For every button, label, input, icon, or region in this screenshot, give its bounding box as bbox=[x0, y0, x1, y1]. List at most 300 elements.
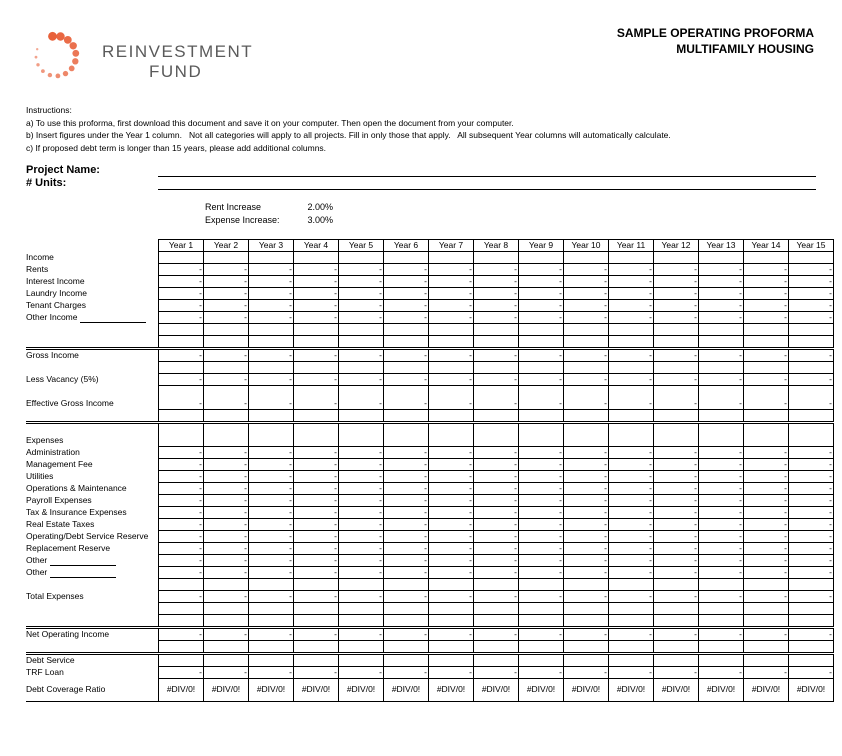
value-cell[interactable]: - bbox=[699, 264, 744, 276]
value-cell[interactable]: - bbox=[609, 518, 654, 530]
value-cell[interactable]: - bbox=[294, 666, 339, 678]
value-cell[interactable]: - bbox=[159, 627, 204, 640]
fill-in-blank[interactable] bbox=[50, 569, 116, 578]
value-cell[interactable]: - bbox=[654, 312, 699, 324]
value-cell[interactable]: - bbox=[159, 300, 204, 312]
value-cell[interactable]: - bbox=[609, 530, 654, 542]
value-cell[interactable]: - bbox=[789, 264, 834, 276]
value-cell[interactable]: - bbox=[744, 349, 789, 362]
value-cell[interactable]: - bbox=[519, 518, 564, 530]
value-cell[interactable]: - bbox=[609, 590, 654, 602]
fill-in-blank[interactable] bbox=[80, 314, 146, 323]
value-cell[interactable]: - bbox=[519, 264, 564, 276]
value-cell[interactable]: - bbox=[564, 566, 609, 578]
value-cell[interactable]: - bbox=[384, 627, 429, 640]
value-cell[interactable]: - bbox=[699, 590, 744, 602]
value-cell[interactable]: - bbox=[204, 482, 249, 494]
value-cell[interactable]: - bbox=[654, 590, 699, 602]
value-cell[interactable]: - bbox=[519, 470, 564, 482]
value-cell[interactable]: - bbox=[339, 300, 384, 312]
value-cell[interactable]: - bbox=[474, 506, 519, 518]
ratio-cell[interactable]: #DIV/0! bbox=[159, 678, 204, 701]
value-cell[interactable]: - bbox=[789, 300, 834, 312]
value-cell[interactable]: - bbox=[564, 554, 609, 566]
value-cell[interactable]: - bbox=[699, 518, 744, 530]
value-cell[interactable]: - bbox=[609, 276, 654, 288]
value-cell[interactable]: - bbox=[429, 288, 474, 300]
value-cell[interactable]: - bbox=[519, 627, 564, 640]
value-cell[interactable]: - bbox=[159, 482, 204, 494]
value-cell[interactable]: - bbox=[339, 312, 384, 324]
value-cell[interactable]: - bbox=[789, 374, 834, 386]
value-cell[interactable]: - bbox=[339, 482, 384, 494]
value-cell[interactable]: - bbox=[339, 398, 384, 410]
ratio-cell[interactable]: #DIV/0! bbox=[429, 678, 474, 701]
value-cell[interactable]: - bbox=[564, 398, 609, 410]
value-cell[interactable]: - bbox=[789, 276, 834, 288]
value-cell[interactable]: - bbox=[249, 566, 294, 578]
value-cell[interactable]: - bbox=[249, 554, 294, 566]
value-cell[interactable]: - bbox=[159, 312, 204, 324]
value-cell[interactable]: - bbox=[789, 666, 834, 678]
value-cell[interactable]: - bbox=[519, 554, 564, 566]
value-cell[interactable]: - bbox=[429, 349, 474, 362]
value-cell[interactable]: - bbox=[294, 300, 339, 312]
value-cell[interactable]: - bbox=[519, 566, 564, 578]
ratio-cell[interactable]: #DIV/0! bbox=[204, 678, 249, 701]
value-cell[interactable]: - bbox=[384, 349, 429, 362]
value-cell[interactable]: - bbox=[429, 458, 474, 470]
value-cell[interactable]: - bbox=[519, 312, 564, 324]
value-cell[interactable]: - bbox=[789, 542, 834, 554]
value-cell[interactable]: - bbox=[339, 530, 384, 542]
value-cell[interactable]: - bbox=[699, 349, 744, 362]
value-cell[interactable]: - bbox=[429, 312, 474, 324]
value-cell[interactable]: - bbox=[654, 518, 699, 530]
value-cell[interactable]: - bbox=[159, 566, 204, 578]
value-cell[interactable]: - bbox=[204, 288, 249, 300]
value-cell[interactable]: - bbox=[249, 494, 294, 506]
value-cell[interactable]: - bbox=[789, 398, 834, 410]
ratio-cell[interactable]: #DIV/0! bbox=[474, 678, 519, 701]
value-cell[interactable]: - bbox=[654, 542, 699, 554]
value-cell[interactable]: - bbox=[519, 349, 564, 362]
value-cell[interactable]: - bbox=[744, 590, 789, 602]
value-cell[interactable]: - bbox=[429, 518, 474, 530]
value-cell[interactable]: - bbox=[384, 518, 429, 530]
value-cell[interactable]: - bbox=[654, 398, 699, 410]
value-cell[interactable]: - bbox=[789, 458, 834, 470]
value-cell[interactable]: - bbox=[159, 349, 204, 362]
value-cell[interactable]: - bbox=[564, 627, 609, 640]
value-cell[interactable]: - bbox=[789, 288, 834, 300]
value-cell[interactable]: - bbox=[249, 506, 294, 518]
value-cell[interactable]: - bbox=[699, 312, 744, 324]
value-cell[interactable]: - bbox=[789, 446, 834, 458]
value-cell[interactable]: - bbox=[654, 554, 699, 566]
value-cell[interactable]: - bbox=[384, 374, 429, 386]
value-cell[interactable]: - bbox=[744, 506, 789, 518]
value-cell[interactable]: - bbox=[204, 276, 249, 288]
ratio-cell[interactable]: #DIV/0! bbox=[789, 678, 834, 701]
ratio-cell[interactable]: #DIV/0! bbox=[384, 678, 429, 701]
value-cell[interactable]: - bbox=[429, 470, 474, 482]
value-cell[interactable]: - bbox=[429, 506, 474, 518]
value-cell[interactable]: - bbox=[564, 470, 609, 482]
value-cell[interactable]: - bbox=[609, 542, 654, 554]
value-cell[interactable]: - bbox=[384, 554, 429, 566]
value-cell[interactable]: - bbox=[519, 398, 564, 410]
value-cell[interactable]: - bbox=[609, 554, 654, 566]
ratio-cell[interactable]: #DIV/0! bbox=[339, 678, 384, 701]
value-cell[interactable]: - bbox=[204, 590, 249, 602]
value-cell[interactable]: - bbox=[429, 542, 474, 554]
value-cell[interactable]: - bbox=[654, 276, 699, 288]
value-cell[interactable]: - bbox=[474, 470, 519, 482]
value-cell[interactable]: - bbox=[519, 374, 564, 386]
value-cell[interactable]: - bbox=[159, 542, 204, 554]
value-cell[interactable]: - bbox=[744, 566, 789, 578]
value-cell[interactable]: - bbox=[699, 506, 744, 518]
value-cell[interactable]: - bbox=[474, 288, 519, 300]
value-cell[interactable]: - bbox=[789, 627, 834, 640]
value-cell[interactable]: - bbox=[429, 300, 474, 312]
value-cell[interactable]: - bbox=[429, 374, 474, 386]
value-cell[interactable]: - bbox=[474, 276, 519, 288]
value-cell[interactable]: - bbox=[654, 300, 699, 312]
value-cell[interactable]: - bbox=[564, 506, 609, 518]
value-cell[interactable]: - bbox=[294, 446, 339, 458]
value-cell[interactable]: - bbox=[339, 288, 384, 300]
value-cell[interactable]: - bbox=[429, 264, 474, 276]
value-cell[interactable]: - bbox=[519, 590, 564, 602]
value-cell[interactable]: - bbox=[384, 312, 429, 324]
value-cell[interactable]: - bbox=[654, 627, 699, 640]
units-field[interactable] bbox=[158, 189, 816, 190]
value-cell[interactable]: - bbox=[789, 530, 834, 542]
value-cell[interactable]: - bbox=[294, 470, 339, 482]
ratio-cell[interactable]: #DIV/0! bbox=[249, 678, 294, 701]
value-cell[interactable]: - bbox=[249, 458, 294, 470]
value-cell[interactable]: - bbox=[249, 470, 294, 482]
value-cell[interactable]: - bbox=[609, 398, 654, 410]
value-cell[interactable]: - bbox=[429, 566, 474, 578]
value-cell[interactable]: - bbox=[249, 530, 294, 542]
value-cell[interactable]: - bbox=[744, 374, 789, 386]
value-cell[interactable]: - bbox=[429, 590, 474, 602]
value-cell[interactable]: - bbox=[564, 530, 609, 542]
value-cell[interactable]: - bbox=[564, 494, 609, 506]
value-cell[interactable]: - bbox=[384, 666, 429, 678]
value-cell[interactable]: - bbox=[429, 554, 474, 566]
value-cell[interactable]: - bbox=[339, 349, 384, 362]
value-cell[interactable]: - bbox=[249, 590, 294, 602]
value-cell[interactable]: - bbox=[744, 398, 789, 410]
value-cell[interactable]: - bbox=[654, 482, 699, 494]
value-cell[interactable]: - bbox=[654, 506, 699, 518]
rent-increase-value[interactable]: 2.00% bbox=[307, 202, 333, 212]
value-cell[interactable]: - bbox=[159, 554, 204, 566]
value-cell[interactable]: - bbox=[654, 494, 699, 506]
value-cell[interactable]: - bbox=[654, 458, 699, 470]
value-cell[interactable]: - bbox=[789, 482, 834, 494]
value-cell[interactable]: - bbox=[564, 276, 609, 288]
value-cell[interactable]: - bbox=[429, 482, 474, 494]
value-cell[interactable]: - bbox=[204, 470, 249, 482]
value-cell[interactable]: - bbox=[654, 349, 699, 362]
value-cell[interactable]: - bbox=[564, 312, 609, 324]
value-cell[interactable]: - bbox=[474, 566, 519, 578]
value-cell[interactable]: - bbox=[339, 446, 384, 458]
value-cell[interactable]: - bbox=[744, 627, 789, 640]
value-cell[interactable]: - bbox=[564, 374, 609, 386]
value-cell[interactable]: - bbox=[384, 590, 429, 602]
value-cell[interactable]: - bbox=[474, 666, 519, 678]
value-cell[interactable]: - bbox=[294, 506, 339, 518]
value-cell[interactable]: - bbox=[204, 264, 249, 276]
value-cell[interactable]: - bbox=[204, 518, 249, 530]
value-cell[interactable]: - bbox=[609, 349, 654, 362]
value-cell[interactable]: - bbox=[474, 398, 519, 410]
value-cell[interactable]: - bbox=[654, 374, 699, 386]
value-cell[interactable]: - bbox=[654, 264, 699, 276]
value-cell[interactable]: - bbox=[339, 518, 384, 530]
value-cell[interactable]: - bbox=[159, 374, 204, 386]
value-cell[interactable]: - bbox=[204, 554, 249, 566]
value-cell[interactable]: - bbox=[699, 542, 744, 554]
value-cell[interactable]: - bbox=[744, 458, 789, 470]
value-cell[interactable]: - bbox=[564, 458, 609, 470]
value-cell[interactable]: - bbox=[609, 627, 654, 640]
value-cell[interactable]: - bbox=[159, 518, 204, 530]
value-cell[interactable]: - bbox=[249, 666, 294, 678]
value-cell[interactable]: - bbox=[609, 288, 654, 300]
value-cell[interactable]: - bbox=[294, 530, 339, 542]
value-cell[interactable]: - bbox=[384, 494, 429, 506]
value-cell[interactable]: - bbox=[204, 506, 249, 518]
value-cell[interactable]: - bbox=[609, 264, 654, 276]
value-cell[interactable]: - bbox=[789, 349, 834, 362]
value-cell[interactable]: - bbox=[699, 446, 744, 458]
value-cell[interactable]: - bbox=[474, 446, 519, 458]
value-cell[interactable]: - bbox=[654, 530, 699, 542]
ratio-cell[interactable]: #DIV/0! bbox=[609, 678, 654, 701]
value-cell[interactable]: - bbox=[384, 288, 429, 300]
value-cell[interactable]: - bbox=[609, 458, 654, 470]
value-cell[interactable]: - bbox=[474, 494, 519, 506]
value-cell[interactable]: - bbox=[294, 349, 339, 362]
value-cell[interactable]: - bbox=[744, 494, 789, 506]
value-cell[interactable]: - bbox=[204, 627, 249, 640]
value-cell[interactable]: - bbox=[339, 542, 384, 554]
value-cell[interactable]: - bbox=[654, 288, 699, 300]
value-cell[interactable]: - bbox=[654, 446, 699, 458]
value-cell[interactable]: - bbox=[294, 374, 339, 386]
value-cell[interactable]: - bbox=[519, 300, 564, 312]
value-cell[interactable]: - bbox=[699, 300, 744, 312]
value-cell[interactable]: - bbox=[699, 627, 744, 640]
value-cell[interactable]: - bbox=[474, 554, 519, 566]
value-cell[interactable]: - bbox=[519, 494, 564, 506]
value-cell[interactable]: - bbox=[159, 398, 204, 410]
value-cell[interactable]: - bbox=[519, 288, 564, 300]
value-cell[interactable]: - bbox=[249, 482, 294, 494]
value-cell[interactable]: - bbox=[519, 482, 564, 494]
value-cell[interactable]: - bbox=[699, 566, 744, 578]
value-cell[interactable]: - bbox=[159, 494, 204, 506]
value-cell[interactable]: - bbox=[204, 458, 249, 470]
value-cell[interactable]: - bbox=[699, 530, 744, 542]
value-cell[interactable]: - bbox=[654, 566, 699, 578]
value-cell[interactable]: - bbox=[474, 300, 519, 312]
value-cell[interactable]: - bbox=[699, 398, 744, 410]
ratio-cell[interactable]: #DIV/0! bbox=[654, 678, 699, 701]
value-cell[interactable]: - bbox=[204, 530, 249, 542]
value-cell[interactable]: - bbox=[474, 458, 519, 470]
expense-increase-value[interactable]: 3.00% bbox=[307, 215, 333, 225]
ratio-cell[interactable]: #DIV/0! bbox=[519, 678, 564, 701]
value-cell[interactable]: - bbox=[339, 264, 384, 276]
value-cell[interactable]: - bbox=[249, 398, 294, 410]
value-cell[interactable]: - bbox=[294, 482, 339, 494]
value-cell[interactable]: - bbox=[249, 374, 294, 386]
value-cell[interactable]: - bbox=[609, 300, 654, 312]
value-cell[interactable]: - bbox=[474, 312, 519, 324]
project-name-field[interactable] bbox=[158, 176, 816, 177]
value-cell[interactable]: - bbox=[474, 518, 519, 530]
value-cell[interactable]: - bbox=[294, 264, 339, 276]
value-cell[interactable]: - bbox=[384, 446, 429, 458]
value-cell[interactable]: - bbox=[204, 312, 249, 324]
value-cell[interactable]: - bbox=[744, 288, 789, 300]
value-cell[interactable]: - bbox=[474, 482, 519, 494]
value-cell[interactable]: - bbox=[159, 458, 204, 470]
value-cell[interactable]: - bbox=[204, 446, 249, 458]
value-cell[interactable]: - bbox=[744, 554, 789, 566]
value-cell[interactable]: - bbox=[294, 276, 339, 288]
value-cell[interactable]: - bbox=[294, 542, 339, 554]
value-cell[interactable]: - bbox=[294, 566, 339, 578]
value-cell[interactable]: - bbox=[384, 542, 429, 554]
value-cell[interactable]: - bbox=[609, 482, 654, 494]
value-cell[interactable]: - bbox=[294, 312, 339, 324]
value-cell[interactable]: - bbox=[384, 470, 429, 482]
value-cell[interactable]: - bbox=[519, 506, 564, 518]
value-cell[interactable]: - bbox=[699, 276, 744, 288]
value-cell[interactable]: - bbox=[159, 288, 204, 300]
ratio-cell[interactable]: #DIV/0! bbox=[564, 678, 609, 701]
value-cell[interactable]: - bbox=[249, 349, 294, 362]
value-cell[interactable]: - bbox=[429, 666, 474, 678]
value-cell[interactable]: - bbox=[294, 590, 339, 602]
value-cell[interactable]: - bbox=[564, 666, 609, 678]
value-cell[interactable]: - bbox=[249, 288, 294, 300]
value-cell[interactable]: - bbox=[609, 470, 654, 482]
value-cell[interactable]: - bbox=[744, 446, 789, 458]
value-cell[interactable]: - bbox=[429, 398, 474, 410]
value-cell[interactable]: - bbox=[294, 627, 339, 640]
value-cell[interactable]: - bbox=[789, 518, 834, 530]
value-cell[interactable]: - bbox=[294, 554, 339, 566]
value-cell[interactable]: - bbox=[294, 494, 339, 506]
value-cell[interactable]: - bbox=[384, 300, 429, 312]
value-cell[interactable]: - bbox=[699, 470, 744, 482]
value-cell[interactable]: - bbox=[429, 627, 474, 640]
value-cell[interactable]: - bbox=[204, 666, 249, 678]
value-cell[interactable]: - bbox=[384, 530, 429, 542]
value-cell[interactable]: - bbox=[789, 494, 834, 506]
value-cell[interactable]: - bbox=[564, 349, 609, 362]
value-cell[interactable]: - bbox=[789, 590, 834, 602]
value-cell[interactable]: - bbox=[474, 264, 519, 276]
value-cell[interactable]: - bbox=[744, 300, 789, 312]
value-cell[interactable]: - bbox=[339, 590, 384, 602]
value-cell[interactable]: - bbox=[789, 566, 834, 578]
value-cell[interactable]: - bbox=[249, 300, 294, 312]
value-cell[interactable]: - bbox=[744, 518, 789, 530]
value-cell[interactable]: - bbox=[744, 312, 789, 324]
value-cell[interactable]: - bbox=[519, 458, 564, 470]
value-cell[interactable]: - bbox=[744, 264, 789, 276]
value-cell[interactable]: - bbox=[249, 446, 294, 458]
value-cell[interactable]: - bbox=[159, 446, 204, 458]
value-cell[interactable]: - bbox=[339, 470, 384, 482]
value-cell[interactable]: - bbox=[564, 288, 609, 300]
value-cell[interactable]: - bbox=[339, 276, 384, 288]
value-cell[interactable]: - bbox=[699, 666, 744, 678]
value-cell[interactable]: - bbox=[699, 458, 744, 470]
value-cell[interactable]: - bbox=[384, 566, 429, 578]
value-cell[interactable]: - bbox=[159, 530, 204, 542]
value-cell[interactable]: - bbox=[564, 518, 609, 530]
value-cell[interactable]: - bbox=[159, 470, 204, 482]
value-cell[interactable]: - bbox=[339, 374, 384, 386]
value-cell[interactable]: - bbox=[744, 470, 789, 482]
value-cell[interactable]: - bbox=[744, 542, 789, 554]
value-cell[interactable]: - bbox=[294, 518, 339, 530]
value-cell[interactable]: - bbox=[204, 349, 249, 362]
value-cell[interactable]: - bbox=[564, 590, 609, 602]
value-cell[interactable]: - bbox=[609, 494, 654, 506]
value-cell[interactable]: - bbox=[564, 446, 609, 458]
value-cell[interactable]: - bbox=[204, 374, 249, 386]
ratio-cell[interactable]: #DIV/0! bbox=[699, 678, 744, 701]
value-cell[interactable]: - bbox=[429, 530, 474, 542]
value-cell[interactable]: - bbox=[294, 398, 339, 410]
value-cell[interactable]: - bbox=[384, 458, 429, 470]
value-cell[interactable]: - bbox=[429, 276, 474, 288]
value-cell[interactable]: - bbox=[699, 374, 744, 386]
value-cell[interactable]: - bbox=[159, 276, 204, 288]
value-cell[interactable]: - bbox=[519, 530, 564, 542]
value-cell[interactable]: - bbox=[384, 482, 429, 494]
value-cell[interactable]: - bbox=[609, 312, 654, 324]
value-cell[interactable]: - bbox=[609, 374, 654, 386]
value-cell[interactable]: - bbox=[699, 494, 744, 506]
value-cell[interactable]: - bbox=[744, 530, 789, 542]
value-cell[interactable]: - bbox=[249, 518, 294, 530]
value-cell[interactable]: - bbox=[294, 458, 339, 470]
value-cell[interactable]: - bbox=[384, 276, 429, 288]
value-cell[interactable]: - bbox=[564, 264, 609, 276]
value-cell[interactable]: - bbox=[654, 470, 699, 482]
value-cell[interactable]: - bbox=[159, 264, 204, 276]
value-cell[interactable]: - bbox=[474, 627, 519, 640]
value-cell[interactable]: - bbox=[204, 542, 249, 554]
value-cell[interactable]: - bbox=[204, 398, 249, 410]
value-cell[interactable]: - bbox=[204, 300, 249, 312]
value-cell[interactable]: - bbox=[159, 506, 204, 518]
